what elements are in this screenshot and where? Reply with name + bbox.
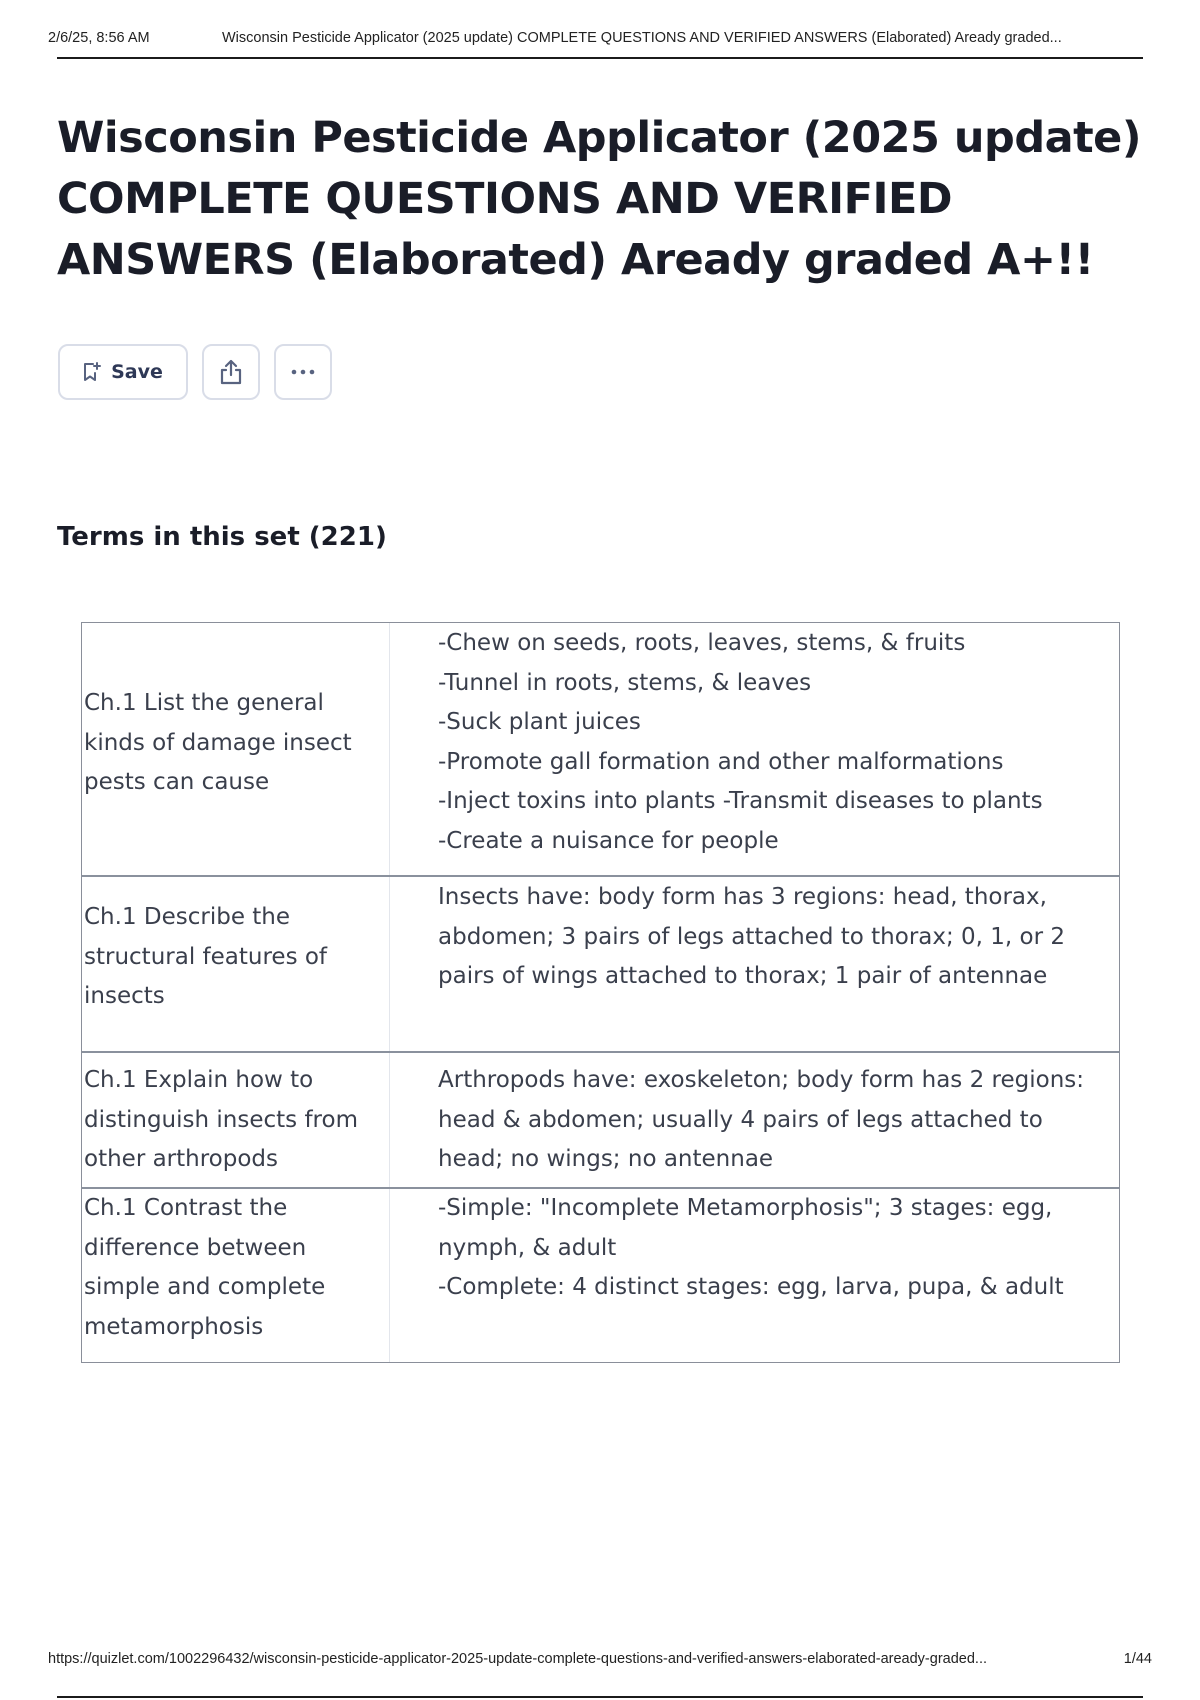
print-document-title: Wisconsin Pesticide Applicator (2025 update) COMPLETE QUESTIONS AND VERIFIED ANSWERS (Elaborated) Aready graded...	[222, 30, 1062, 46]
definition-text: Arthropods have: exoskeleton; body form has 2 regions: head & abdomen; usually 4 pairs of legs attached to head; no wings; no antennae	[438, 1067, 1084, 1172]
more-options-button[interactable]	[274, 344, 332, 400]
term-row	[82, 1051, 1119, 1187]
bookmark-add-icon	[83, 362, 101, 382]
print-date: 2/6/25, 8:56 AM	[48, 30, 150, 46]
term-row	[82, 875, 1119, 1051]
share-icon	[218, 358, 244, 386]
term-text: Ch.1 Explain how to distinguish insects from other arthropods	[82, 1053, 390, 1187]
term-row	[82, 1187, 1119, 1362]
share-button[interactable]	[202, 344, 260, 400]
terms-heading: Terms in this set (221)	[57, 522, 387, 552]
page-url: https://quizlet.com/1002296432/wisconsin-pesticide-applicator-2025-update-complete-questions-and-verified-answers-elaborated-aready-graded...	[48, 1651, 987, 1667]
term-text: Ch.1 Describe the structural features of insects	[82, 877, 390, 1051]
footer-divider	[57, 1696, 1143, 1698]
page-number: 1/44	[1123, 1651, 1152, 1667]
save-button-label: Save	[111, 361, 163, 383]
terms-table	[81, 622, 1120, 1363]
save-button[interactable]	[58, 344, 188, 400]
term-text: Ch.1 Contrast the difference between simple and complete metamorphosis	[82, 1189, 390, 1362]
page-title: Wisconsin Pesticide Applicator (2025 update) COMPLETE QUESTIONS AND VERIFIED ANSWERS (Elaborated) Aready graded A+!!	[57, 113, 1141, 285]
header-divider	[57, 57, 1143, 59]
more-options-icon	[290, 368, 316, 376]
definition-text: -Chew on seeds, roots, leaves, stems, & fruits -Tunnel in roots, stems, & leaves -Suck plant juices -Promote gall formation and other malformations -Inject toxins into plants -Transmit diseases to plants -Create a nuisance for people	[438, 630, 1043, 854]
term-row	[82, 623, 1119, 875]
definition-text: Insects have: body form has 3 regions: head, thorax, abdomen; 3 pairs of legs attached to thorax; 0, 1, or 2 pairs of wings attached to thorax; 1 pair of antennae	[438, 884, 1066, 989]
term-text: Ch.1 List the general kinds of damage insect pests can cause	[82, 623, 390, 875]
definition-text: -Simple: "Incomplete Metamorphosis"; 3 stages: egg, nymph, & adult -Complete: 4 distinct stages: egg, larva, pupa, & adult	[438, 1195, 1064, 1300]
action-bar	[58, 344, 332, 400]
